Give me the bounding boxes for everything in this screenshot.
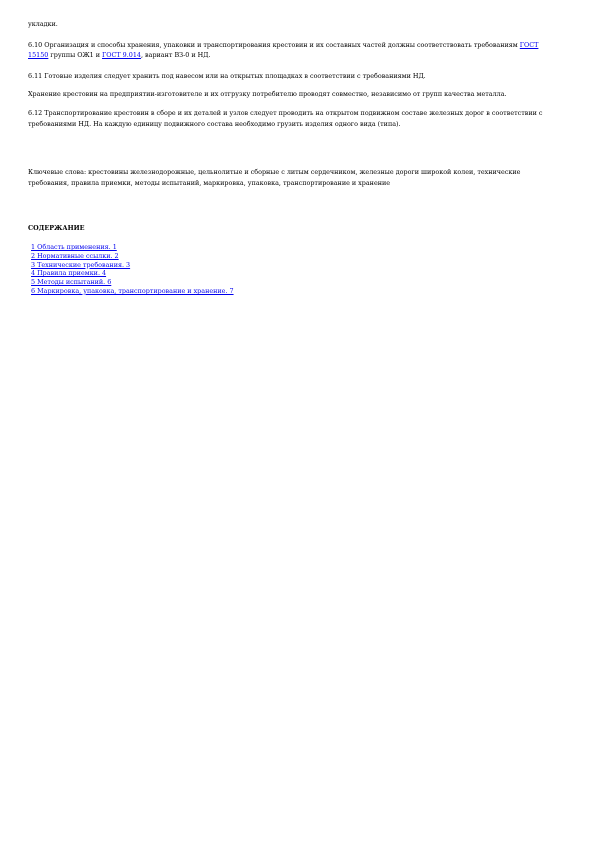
paragraph-6-10-text-1: 6.10 Организация и способы хранения, упаковки и транспортирования крестовин и их составных частей должны соответствовать требованиям (28, 40, 520, 49)
toc-item-test-methods[interactable]: 5 Методы испытаний. 6 (31, 278, 112, 287)
keywords-paragraph: Ключевые слова: крестовины железнодорожные, цельнолитые и сборные с литым сердечником, железные дороги широкой колеи, технические требования, правила приемки, методы испытаний, маркировка, упаковка, транспортирование и хранение (28, 168, 521, 187)
document-page (28, 19, 558, 296)
toc-item-scope[interactable]: 1 Область применения. 1 (31, 243, 117, 252)
paragraph-6-10-text-3: , вариант ВЗ-0 и НД. (140, 51, 211, 60)
table-of-contents (28, 243, 558, 295)
paragraph-6-10-text-2: группы ОЖ1 и (48, 51, 103, 60)
toc-item-marking-packaging[interactable]: 6 Маркировка, упаковка, транспортирование и хранение. 7 (31, 286, 234, 295)
toc-item-normative-references[interactable]: 2 Нормативные ссылки. 2 (31, 252, 119, 261)
paragraph-storage: Хранение крестовин на предприятии-изготовителе и их отгрузку потребителю проводят совместно, независимо от групп качества металла. (28, 90, 507, 99)
toc-title: СОДЕРЖАНИЕ (28, 224, 85, 233)
paragraph-6-10 (28, 40, 558, 61)
paragraph-fragment: укладки. (28, 20, 58, 28)
gost-15150-link[interactable]: ГОСТ 15150 (28, 40, 539, 60)
paragraph-6-11: 6.11 Готовые изделия следует хранить под навесом или на открытых площадках в соответствии с требованиями НД. (28, 71, 426, 80)
paragraph-6-12: 6.12 Транспортирование крестовин в сборе и их деталей и узлов следует проводить на открытом подвижном составе железных дорог в соответствии с требованиями НД. На каждую единицу подвижного состава необходимо грузить изделия одного вида (типа). (28, 108, 543, 128)
toc-item-acceptance-rules[interactable]: 4 Правила приемки. 4 (31, 269, 107, 278)
toc-item-technical-requirements[interactable]: 3 Технические требования. 3 (31, 260, 131, 269)
gost-9-014-link[interactable]: ГОСТ 9.014 (102, 51, 141, 60)
